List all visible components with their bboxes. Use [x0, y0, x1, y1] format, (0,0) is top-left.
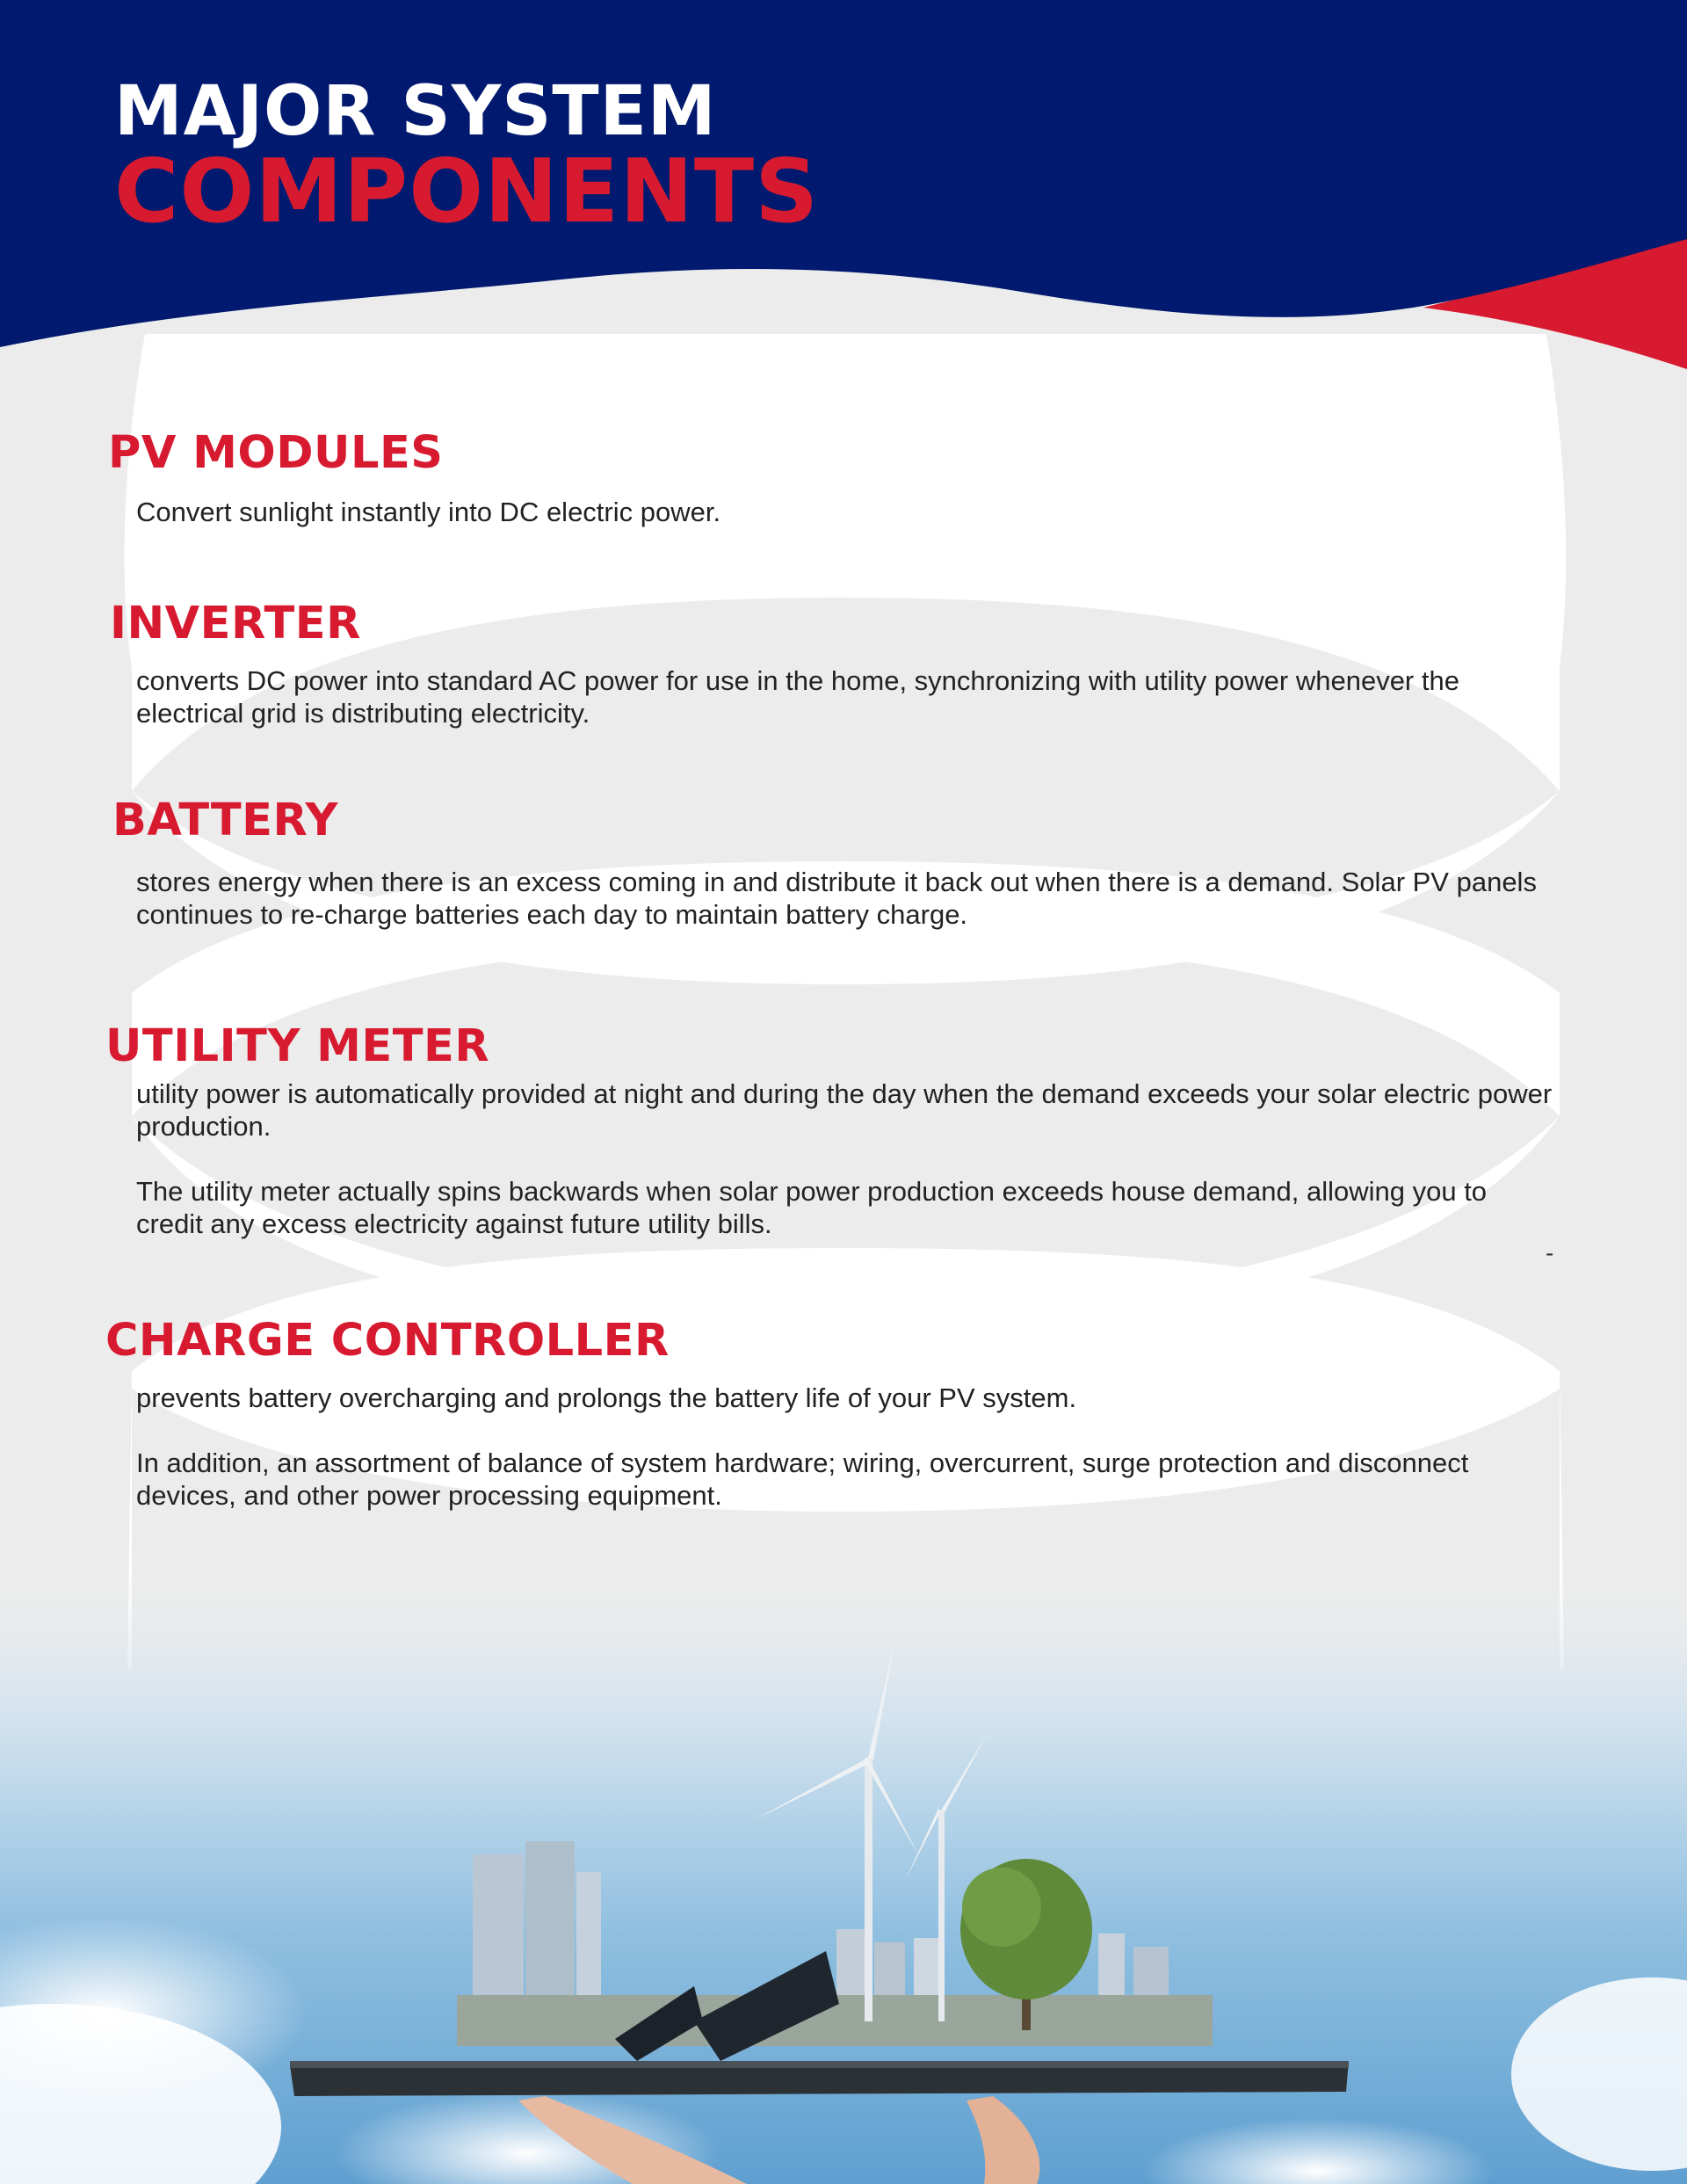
stray-mark: - [1546, 1239, 1554, 1266]
section-title-inverter: INVERTER [110, 598, 361, 649]
paragraph: prevents battery overcharging and prolongs the battery life of your PV system. [136, 1382, 1077, 1413]
section-title-battery: BATTERY [112, 795, 338, 846]
paragraph: utility power is automatically provided at night and during the day when the demand exceeds your solar electric power production. [136, 1078, 1553, 1142]
paragraph: converts DC power into standard AC power for use in the home, synchronizing with utility power whenever the electrical grid is distributing electricity. [136, 665, 1459, 729]
section-body-inverter [136, 664, 1560, 729]
paragraph: stores energy when there is an excess coming in and distribute it back out when there is a demand. Solar PV panels continues to re-charge batteries each day to maintain battery charge. [136, 867, 1537, 930]
page-title-line1: MAJOR SYSTEM [114, 72, 717, 151]
section-title-pv-modules: PV MODULES [108, 427, 444, 479]
page-title [114, 72, 820, 243]
section-body-pv-modules [136, 496, 1560, 528]
page-title-line2: COMPONENTS [114, 140, 820, 243]
section-body-charge-controller [136, 1382, 1560, 1512]
section-body-battery [136, 866, 1560, 931]
paragraph: Convert sunlight instantly into DC electric power. [136, 497, 721, 527]
paragraph: The utility meter actually spins backwards when solar power production exceeds house demand, allowing you to credit any excess electricity against future utility bills. [136, 1176, 1488, 1239]
paragraph: In addition, an assortment of balance of system hardware; wiring, overcurrent, surge protection and disconnect devices, and other power processing equipment. [136, 1448, 1469, 1511]
section-body-utility-meter [136, 1077, 1560, 1240]
section-title-utility-meter: UTILITY METER [105, 1020, 490, 1072]
section-title-charge-controller: CHARGE CONTROLLER [105, 1315, 670, 1367]
